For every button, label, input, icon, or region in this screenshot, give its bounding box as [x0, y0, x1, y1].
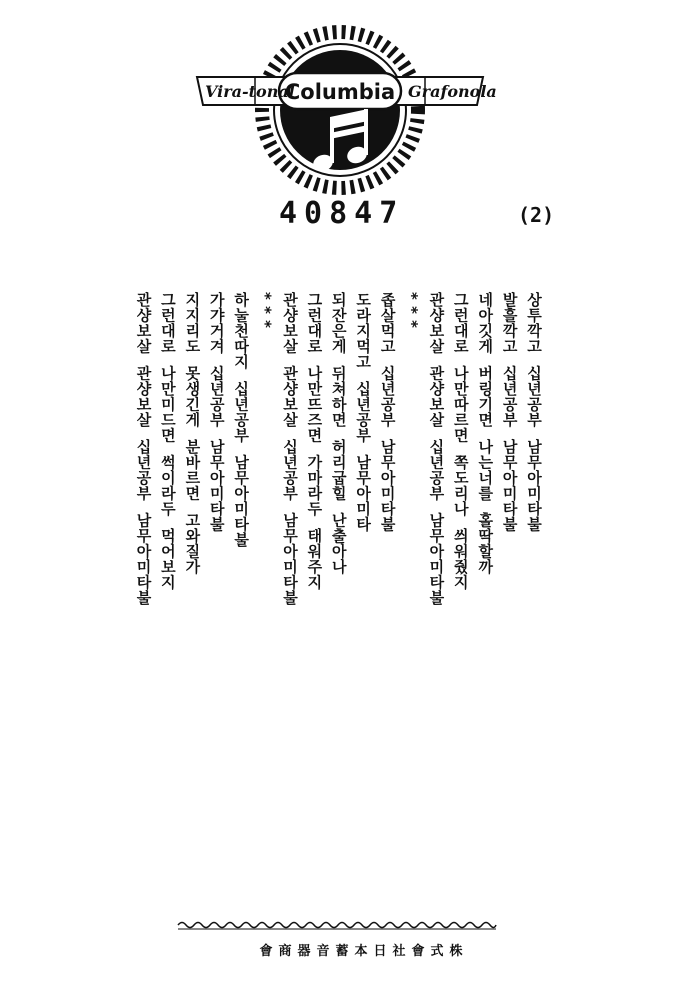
lyric-line: 좁살먹고 십년공부 남무아미타불: [378, 292, 397, 532]
wavy-divider: [178, 920, 496, 930]
section-divider-stars: * * *: [256, 292, 275, 329]
logo-left-text: Vira-tonal: [205, 82, 295, 101]
lyric-line: 가갸거겨 십년공부 남무아미타불: [207, 292, 226, 532]
lyric-line: 그런대로 나만뜨즈면 가마라두 태워주지: [305, 292, 324, 590]
logo-brand-text: Columbia: [284, 80, 396, 104]
lyric-line: 관샹보살 관샹보살 십년공부 남무아미타불: [134, 292, 153, 606]
lyric-line: 네아깃게 버링기면 나는너를 홀딱할까: [476, 292, 495, 575]
publisher-footer: 會商器音蓄本日社會式株: [259, 944, 469, 959]
columbia-logo: [195, 15, 497, 200]
side-label: (2): [518, 203, 555, 227]
lyric-line: 상투깍고 십년공부 남무아미타불: [525, 292, 543, 532]
lyric-line: 관샹보살 관샹보살 십년공부 남무아미타불: [427, 292, 446, 606]
lyric-line: 지지리도 못생긴게 분바르면 고와질가: [183, 292, 202, 575]
record-number: 40847: [279, 196, 405, 231]
lyric-line: 하눌천따지 십년공부 남무아미타불: [232, 292, 251, 548]
lyrics-block: [131, 292, 546, 812]
lyric-line: 관샹보살 관샹보살 십년공부 남무아미타불: [280, 292, 299, 606]
lyric-line: 그런대로 나만따르면 쪽도리나 씌워줬지: [451, 292, 470, 590]
logo-right-text: Grafonola: [408, 82, 497, 101]
lyric-line: 되잔은게 뒤쳐하면 허리굽힐 난출아나: [329, 292, 348, 575]
lyric-line: 그런대로 나만미드면 썩이라두 먹어보지: [158, 292, 177, 590]
lyric-line: 도라지먹고 십년공부 남무아미타: [354, 292, 373, 532]
section-divider-stars: * * *: [402, 292, 421, 329]
lyric-line: 발흘깍고 십년공부 남무아미타불: [500, 292, 519, 532]
